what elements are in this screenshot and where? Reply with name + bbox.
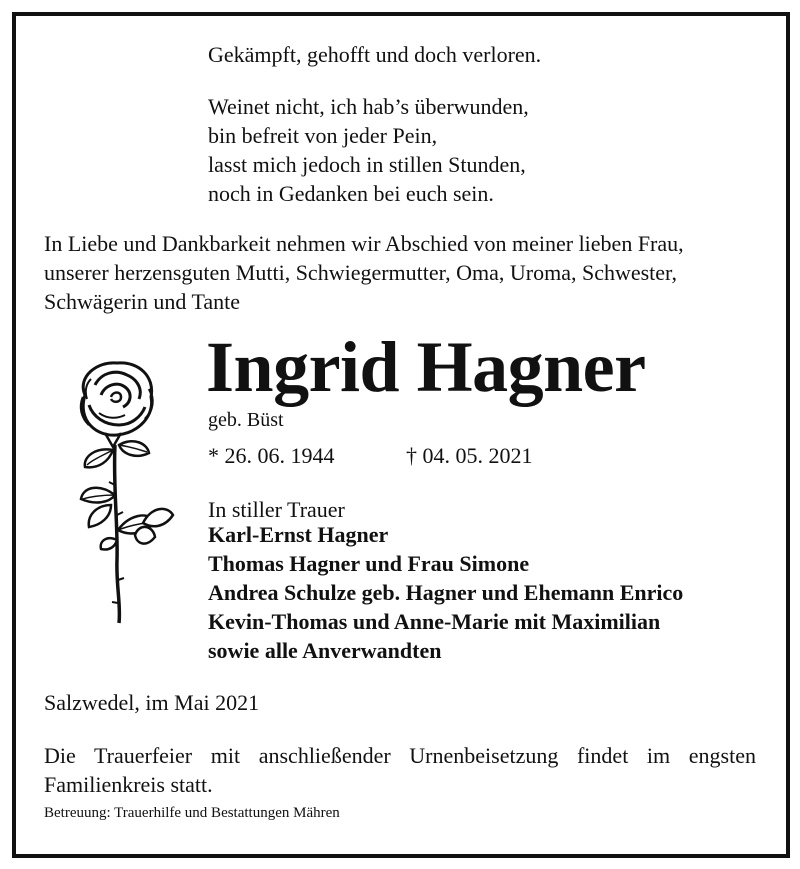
death-date: † 04. 05. 2021	[406, 443, 533, 468]
poem-intro-line: Gekämpft, gehofft und doch verloren.	[208, 42, 542, 67]
birth-date: * 26. 06. 1944	[208, 443, 335, 468]
poem-verse	[208, 92, 529, 208]
place-date: Salzwedel, im Mai 2021	[44, 690, 260, 715]
mourning-heading: In stiller Trauer	[208, 497, 345, 522]
mourner-name: Andrea Schulze geb. Hagner und Ehemann Enrico	[208, 580, 684, 605]
funeral-note: Die Trauerfeier mit anschließender Urnenbeisetzung findet im engsten Familienkreis statt.	[44, 743, 756, 797]
rose-icon	[55, 355, 180, 625]
birth-name: geb. Büst	[208, 409, 284, 431]
mourners-list	[208, 520, 683, 665]
poem-verse-line: noch in Gedanken bei euch sein.	[208, 181, 494, 206]
mourner-name: sowie alle Anverwandten	[208, 638, 442, 663]
poem-verse-line: Weinet nicht, ich hab’s überwunden,	[208, 94, 529, 119]
deceased-name: Ingrid Hagner	[206, 327, 646, 407]
farewell-line: In Liebe und Dankbarkeit nehmen wir Abschied von meiner lieben Frau,	[44, 231, 684, 256]
funeral-service-note: Betreuung: Trauerhilfe und Bestattungen Mähren	[44, 805, 340, 821]
mourner-name: Karl-Ernst Hagner	[208, 522, 389, 547]
farewell-text	[44, 229, 684, 316]
mourner-name: Kevin-Thomas und Anne-Marie mit Maximilian	[208, 609, 661, 634]
mourner-name: Thomas Hagner und Frau Simone	[208, 551, 530, 576]
farewell-line: unserer herzensguten Mutti, Schwiegermutter, Oma, Uroma, Schwester,	[44, 260, 677, 285]
poem-verse-line: lasst mich jedoch in stillen Stunden,	[208, 152, 526, 177]
farewell-line: Schwägerin und Tante	[44, 289, 241, 314]
poem-verse-line: bin befreit von jeder Pein,	[208, 123, 438, 148]
